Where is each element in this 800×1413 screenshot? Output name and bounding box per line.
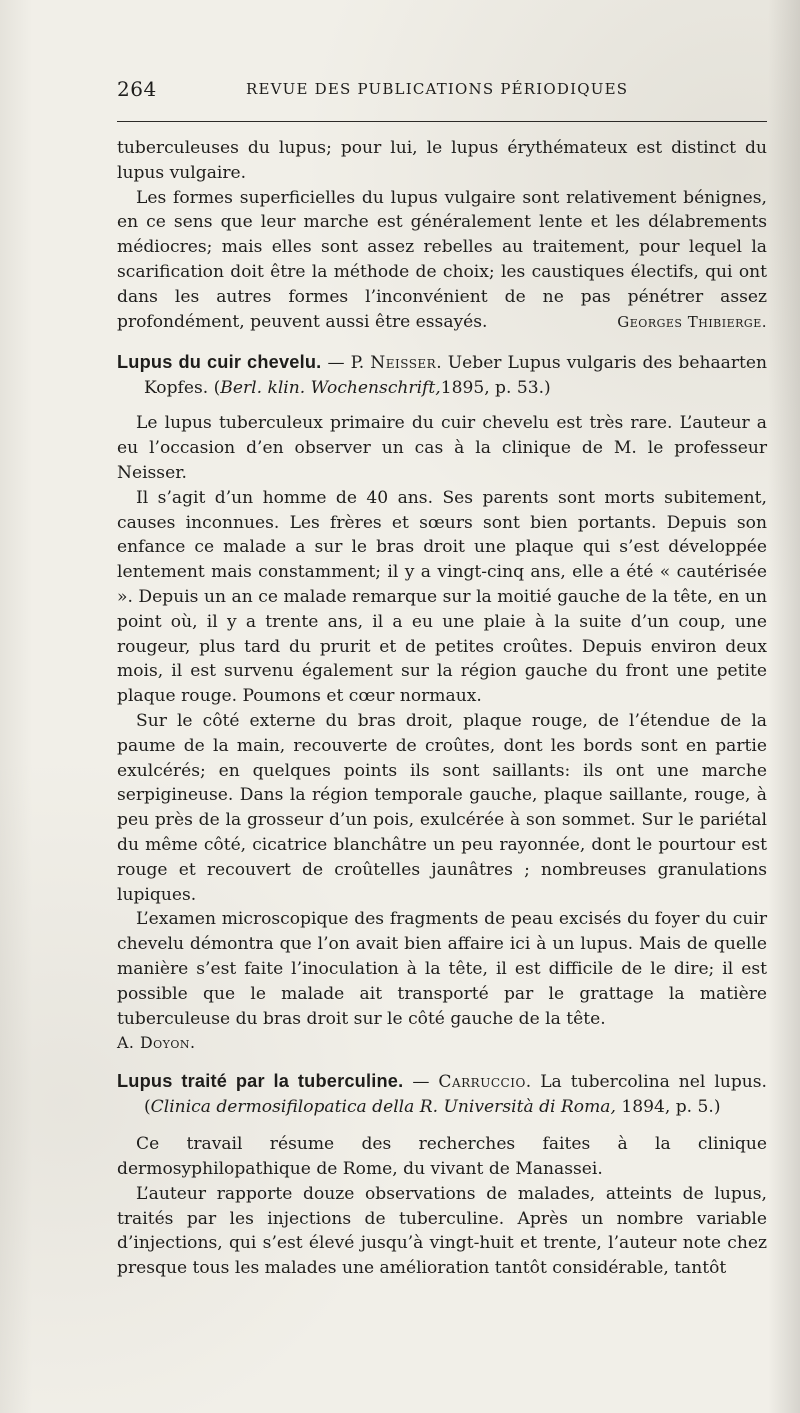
article-1-signature: A. Doyon. (117, 1033, 196, 1053)
article-citation-2: 1894, p. 5.) (615, 1097, 721, 1118)
page-header (117, 76, 767, 106)
article-heading-2 (117, 1069, 767, 1120)
intro-signature: Georges Thibierge. (617, 312, 767, 331)
article-title-1-prefix: — P. (321, 353, 371, 374)
article-author-2: Carruccio (438, 1072, 526, 1093)
intro-paragraph-2-text: Les formes superficielles du lupus vulgaire sont relativement bénignes, en ce sens que leur marche est généralement lente et les délabrements médiocres; mais elles sont assez rebelles au traitement, pour lequel la scarification doit être la méthode de choix; les caustiques électifs, qui ont dans les autres formes l’inconvénient de ne pas pénétrer assez profondément, peuvent aussi être essayés. (117, 187, 767, 332)
intro-paragraph-1: tuberculeuses du lupus; pour lui, le lupus érythémateux est distinct du lupus vulgaire. (117, 138, 767, 183)
article-heading-1 (117, 350, 767, 401)
article-title-2-rest: . La tubercolina nel lupus. ( (144, 1072, 767, 1118)
article-author-1: Neisser (370, 353, 437, 374)
article-1-paragraph-3: Sur le côté externe du bras droit, plaque rouge, de l’étendue de la paume de la main, recouverte de croûtes, dont les bords sont en partie exulcérés; en quelques points ils sont saillants: ils ont une marche serpigineuse. Dans la région temporale gauche, plaque saillante, rouge, à peu près de la grosseur d’un pois, exulcérée à son sommet. Sur le pariétal du même côté, cicatrice blanchâtre un peu rayonnée, dont le pourtour est rouge et recouvert de croûtelles jaunâtres ; nombreuses granulations lupiques. (117, 710, 767, 905)
header-rule (117, 121, 767, 122)
article-1-paragraph-2: Il s’agit d’un homme de 40 ans. Ses parents sont morts subitement, causes inconnues. Les frères et sœurs sont bien portants. Depuis son enfance ce malade a sur le bras droit une plaque qui s’est développée lentement mais constamment; il y a vingt-cinq ans, elle a été « cautérisée ». Depuis un an ce malade remarque sur la moitié gauche de la tête, en un point où, il y a trente ans, il a eu une plaie à la suite d’un coup, une rougeur, plus tard du prurit et de petites croûtes. Depuis environ deux mois, il est survenu également sur la région gauche du front une petite plaque rouge. Poumons et cœur normaux. (117, 487, 767, 707)
article-journal-1: Berl. klin. Wochenschrift, (220, 378, 441, 399)
document-body (117, 136, 767, 1281)
article-title-2-prefix: — (403, 1072, 439, 1093)
article-citation-1: 1895, p. 53.) (440, 378, 551, 399)
article-title-1-rest: . Ueber Lupus vulgaris des behaarten Kopfes. ( (144, 353, 768, 399)
article-2-paragraph-2: L’auteur rapporte douze observations de malades, atteints de lupus, traités par les injections de tuberculine. Après un nombre variable d’injections, qui s’est élevé jusqu’à vingt-huit et trente, l’auteur note chez presque tous les malades une amélioration tantôt considérable, tantôt (117, 1183, 767, 1279)
running-head: REVUE DES PUBLICATIONS PÉRIODIQUES (246, 80, 629, 98)
intro-paragraph-2 (117, 186, 767, 335)
article-1-paragraph-1: Le lupus tuberculeux primaire du cuir chevelu est très rare. L’auteur a eu l’occasion d’en observer un cas à la clinique de M. le professeur Neisser. (117, 413, 767, 483)
article-2-paragraph-1: Ce travail résume des recherches faites à la clinique dermosyphilopathique de Rome, du vivant de Manassei. (117, 1134, 767, 1180)
article-title-2-bold: Lupus traité par la tuberculine. (117, 1071, 404, 1092)
article-1-paragraph-4: L’examen microscopique des fragments de peau excisés du foyer du cuir chevelu démontra que l’on avait bien affaire ici à un lupus. Mais de quelle manière s’est faite l’inoculation à la tête, il est difficile de le dire; il est possible que le malade ait transporté par le grattage la matière tuberculeuse du bras droit sur le côté gauche de la tête. (117, 909, 767, 1029)
page-number: 264 (117, 77, 157, 101)
article-title-2 (117, 1069, 767, 1120)
article-title-1 (117, 350, 767, 401)
article-title-1-bold: Lupus du cuir chevelu. (117, 352, 322, 373)
article-journal-2: Clinica dermosifilopatica della R. Università di Roma, (150, 1097, 616, 1118)
